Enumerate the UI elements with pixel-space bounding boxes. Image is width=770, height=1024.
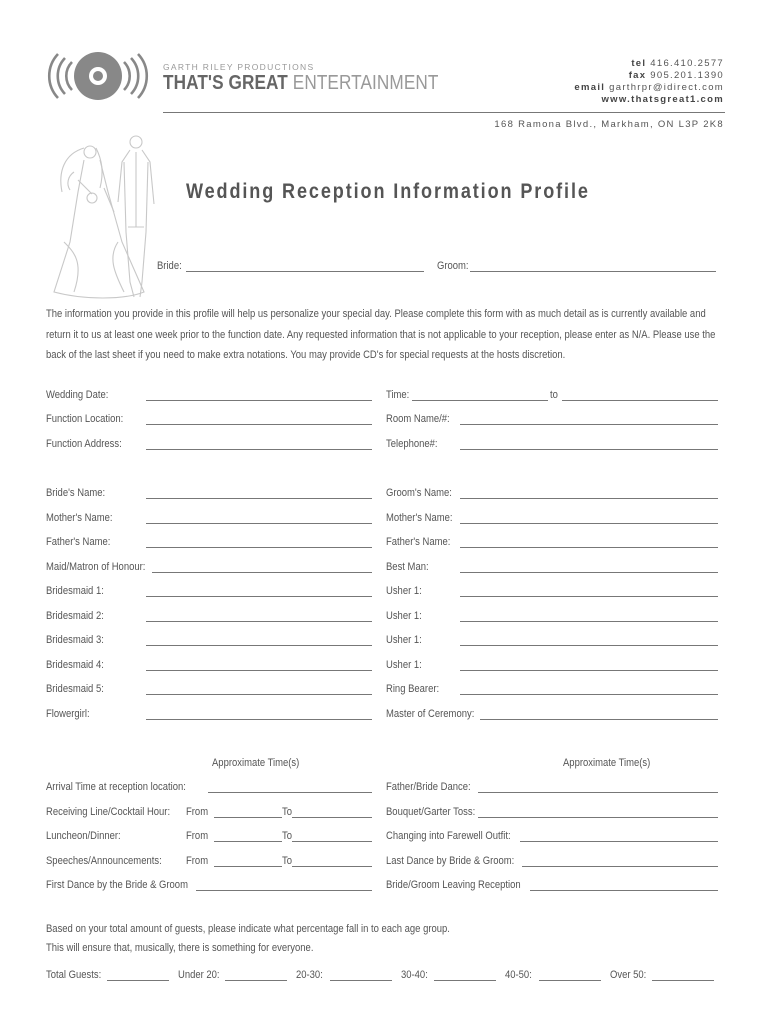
party-left-label: Bridesmaid 4:	[46, 658, 104, 671]
function-address-field[interactable]	[146, 449, 372, 450]
party-left-field[interactable]	[146, 596, 372, 597]
age-30-40-label: 30-40:	[401, 969, 428, 981]
last-dance-label: Last Dance by Bride & Groom:	[386, 855, 515, 867]
company-name-light: ENTERTAINMENT	[292, 72, 439, 94]
party-left-label: Father's Name:	[46, 536, 111, 548]
contact-fax	[629, 70, 724, 82]
receiving-from-label: From	[186, 806, 209, 818]
party-right-field[interactable]	[460, 694, 718, 695]
email-label: email	[574, 82, 606, 93]
party-right-field[interactable]	[460, 621, 718, 622]
intro-paragraph: The information you provide in this profile will help us personalize your special day. Please complete this form with as much detail as is currently available and return it to us at least one week prior to the function date. Any requested information that is not applicable to your reception, please enter as N/A. Please use the back of the last sheet if you need to make extra notations. You may provide CD's for special requests at the hosts discretion.	[46, 308, 716, 361]
party-left-field[interactable]	[146, 645, 372, 646]
speeches-label: Speeches/Announcements:	[46, 855, 162, 867]
party-left-field[interactable]	[146, 498, 372, 499]
father-bride-field[interactable]	[478, 792, 718, 793]
last-dance-field[interactable]	[522, 866, 718, 867]
contact-web	[601, 94, 724, 106]
tel-value: 416.410.2577	[650, 58, 724, 69]
party-right-field[interactable]	[460, 547, 718, 548]
contact-tel	[631, 58, 724, 70]
party-left-field[interactable]	[146, 621, 372, 622]
age-40-50-field[interactable]	[539, 980, 601, 981]
room-label: Room Name/#:	[386, 413, 450, 425]
time-to-field[interactable]	[562, 400, 718, 401]
fax-label: fax	[628, 70, 647, 81]
groom-field[interactable]	[470, 271, 716, 272]
function-location-label: Function Location:	[46, 413, 124, 425]
bride-field[interactable]	[186, 271, 424, 272]
company-name-bold: THAT'S GREAT	[163, 72, 288, 94]
party-left-field[interactable]	[146, 719, 372, 720]
party-right-field[interactable]	[460, 645, 718, 646]
party-right-label: Ring Bearer:	[386, 683, 440, 695]
farewell-field[interactable]	[520, 841, 718, 842]
approx-time-header-right: Approximate Time(s)	[563, 757, 651, 769]
party-right-field[interactable]	[460, 498, 718, 499]
party-right-label: Usher 1:	[386, 585, 422, 597]
party-right-field[interactable]	[460, 523, 718, 524]
party-left-label: Bridesmaid 5:	[46, 683, 104, 695]
time-label: Time:	[386, 389, 410, 401]
groom-label: Groom:	[437, 260, 469, 272]
wedding-date-label: Wedding Date:	[46, 389, 109, 401]
party-right-field[interactable]	[460, 572, 718, 573]
party-right-label: Master of Ceremony:	[386, 707, 475, 720]
party-right-label: Usher 1:	[386, 634, 422, 646]
luncheon-from-label: From	[186, 830, 209, 842]
luncheon-label: Luncheon/Dinner:	[46, 830, 121, 842]
age-30-40-field[interactable]	[434, 980, 496, 981]
total-guests-field[interactable]	[107, 980, 169, 981]
first-dance-label: First Dance by the Bride & Groom	[46, 879, 188, 891]
total-guests-label: Total Guests:	[46, 969, 102, 981]
over50-label: Over 50:	[610, 969, 647, 981]
approx-time-header-left: Approximate Time(s)	[212, 757, 300, 769]
party-right-field[interactable]	[480, 719, 718, 720]
arrival-label: Arrival Time at reception location:	[46, 781, 186, 793]
party-left-field[interactable]	[146, 694, 372, 695]
age-20-30-label: 20-30:	[296, 969, 323, 981]
wedding-date-field[interactable]	[146, 400, 372, 401]
contact-email	[574, 82, 724, 94]
over50-field[interactable]	[652, 980, 714, 981]
party-left-label: Flowergirl:	[46, 707, 90, 720]
company-name	[163, 72, 439, 95]
party-left-label: Maid/Matron of Honour:	[46, 560, 146, 573]
form-title: Wedding Reception Information Profile	[186, 180, 590, 203]
company-logo	[46, 46, 154, 106]
email-value: garthrpr@idirect.com	[609, 82, 724, 93]
father-bride-label: Father/Bride Dance:	[386, 781, 471, 793]
speeches-from-label: From	[186, 855, 209, 867]
receiving-to-field[interactable]	[292, 817, 372, 818]
party-left-label: Bridesmaid 3:	[46, 634, 104, 646]
function-address-label: Function Address:	[46, 438, 122, 450]
under20-label: Under 20:	[178, 969, 220, 981]
party-left-label: Bridesmaid 2:	[46, 609, 104, 622]
party-left-field[interactable]	[146, 547, 372, 548]
party-left-field[interactable]	[152, 572, 372, 573]
company-address: 168 Ramona Blvd., Markham, ON L3P 2K8	[494, 119, 724, 130]
arrival-field[interactable]	[208, 792, 372, 793]
age-20-30-field[interactable]	[330, 980, 392, 981]
speeches-to-label: To	[282, 855, 292, 867]
time-to-label: to	[550, 389, 558, 401]
web-value: www.thatsgreat1.com	[601, 94, 724, 105]
receiving-from-field[interactable]	[214, 817, 282, 818]
luncheon-to-field[interactable]	[292, 841, 372, 842]
fax-value: 905.201.1390	[650, 70, 724, 81]
party-left-label: Mother's Name:	[46, 511, 113, 524]
under20-field[interactable]	[225, 980, 287, 981]
guests-instruction-2: This will ensure that, musically, there is something for everyone.	[46, 942, 314, 954]
bride-label: Bride:	[157, 260, 182, 272]
bouquet-label: Bouquet/Garter Toss:	[386, 806, 476, 818]
telephone-field[interactable]	[460, 449, 718, 450]
party-right-field[interactable]	[460, 596, 718, 597]
party-left-label: Bridesmaid 1:	[46, 585, 104, 597]
party-right-label: Best Man:	[386, 560, 429, 573]
room-field[interactable]	[460, 424, 718, 425]
wedding-couple-illustration	[44, 132, 164, 304]
party-left-field[interactable]	[146, 523, 372, 524]
party-right-label: Father's Name:	[386, 536, 451, 548]
speeches-to-field[interactable]	[292, 866, 372, 867]
leaving-label: Bride/Groom Leaving Reception	[386, 879, 521, 891]
speeches-from-field[interactable]	[214, 866, 282, 867]
telephone-label: Telephone#:	[386, 438, 438, 450]
luncheon-from-field[interactable]	[214, 841, 282, 842]
receiving-label: Receiving Line/Cocktail Hour:	[46, 806, 171, 818]
party-right-label: Groom's Name:	[386, 487, 452, 499]
function-location-field[interactable]	[146, 424, 372, 425]
age-40-50-label: 40-50:	[505, 969, 532, 981]
tel-label: tel	[631, 58, 647, 69]
party-left-label: Bride's Name:	[46, 487, 106, 499]
party-right-field[interactable]	[460, 670, 718, 671]
party-right-label: Usher 1:	[386, 658, 422, 671]
farewell-label: Changing into Farewell Outfit:	[386, 830, 511, 842]
bouquet-field[interactable]	[478, 817, 718, 818]
party-right-label: Usher 1:	[386, 609, 422, 622]
luncheon-to-label: To	[282, 830, 292, 842]
header-rule	[163, 112, 725, 113]
leaving-field[interactable]	[530, 890, 718, 891]
company-subtitle: GARTH RILEY PRODUCTIONS	[163, 62, 315, 72]
party-left-field[interactable]	[146, 670, 372, 671]
time-from-field[interactable]	[412, 400, 548, 401]
first-dance-field[interactable]	[196, 890, 372, 891]
guests-instruction-1: Based on your total amount of guests, please indicate what percentage fall in to each age group.	[46, 923, 450, 935]
receiving-to-label: To	[282, 806, 292, 818]
party-right-label: Mother's Name:	[386, 511, 453, 524]
